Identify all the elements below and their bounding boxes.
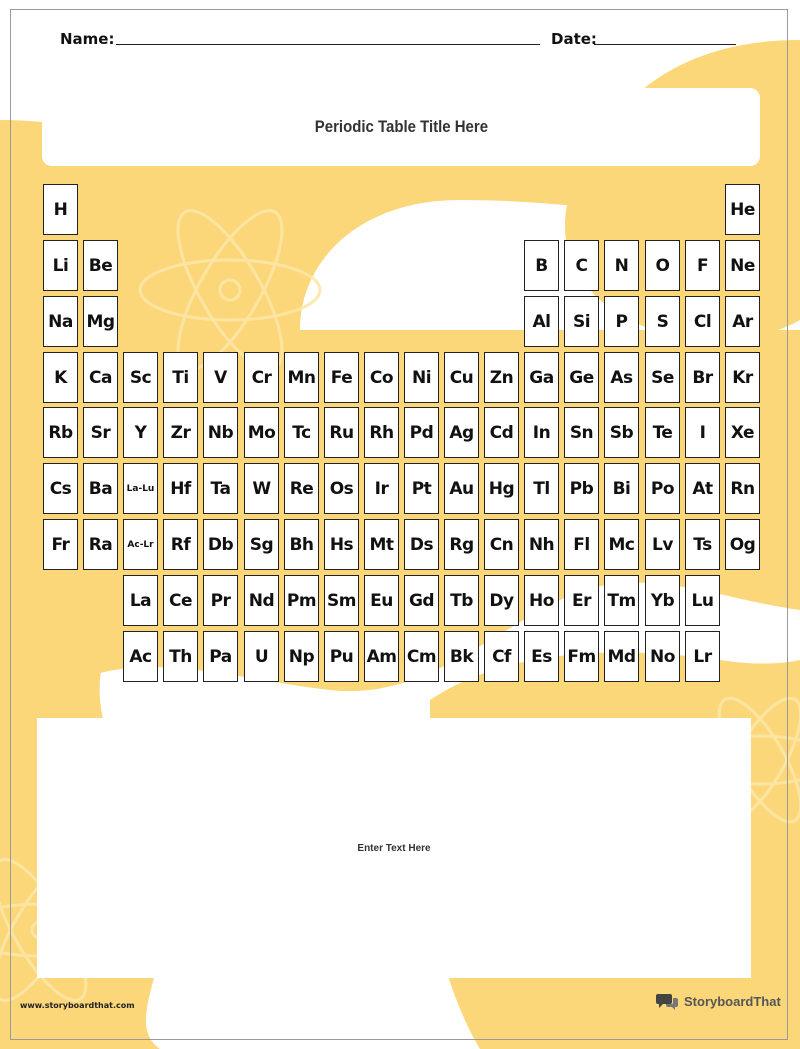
element-cell-mo[interactable]: Mo: [244, 407, 279, 458]
brand-logo: [656, 992, 781, 1010]
element-cell-ds[interactable]: Ds: [404, 519, 439, 570]
element-cell-bk[interactable]: Bk: [444, 631, 479, 682]
element-cell-og[interactable]: Og: [725, 519, 760, 570]
element-cell-kr[interactable]: Kr: [725, 352, 760, 403]
element-cell-at[interactable]: At: [685, 463, 720, 514]
element-cell-rn[interactable]: Rn: [725, 463, 760, 514]
element-cell-hf[interactable]: Hf: [163, 463, 198, 514]
element-cell-ar[interactable]: Ar: [725, 296, 760, 347]
element-cell-hs[interactable]: Hs: [324, 519, 359, 570]
element-cell-rh[interactable]: Rh: [364, 407, 399, 458]
element-cell-ge[interactable]: Ge: [564, 352, 599, 403]
element-cell-tl[interactable]: Tl: [524, 463, 559, 514]
element-cell-lv[interactable]: Lv: [645, 519, 680, 570]
element-cell-pd[interactable]: Pd: [404, 407, 439, 458]
element-cell-es[interactable]: Es: [524, 631, 559, 682]
element-cell-ho[interactable]: Ho: [524, 575, 559, 626]
element-cell-mn[interactable]: Mn: [284, 352, 319, 403]
element-cell-cf[interactable]: Cf: [484, 631, 519, 682]
element-cell-o[interactable]: O: [645, 240, 680, 291]
element-cell-ag[interactable]: Ag: [444, 407, 479, 458]
footer-url: www.storyboardthat.com: [20, 1001, 135, 1010]
element-cell-ni[interactable]: Ni: [404, 352, 439, 403]
element-cell-br[interactable]: Br: [685, 352, 720, 403]
element-cell-si[interactable]: Si: [564, 296, 599, 347]
element-cell-cr[interactable]: Cr: [244, 352, 279, 403]
element-cell-th[interactable]: Th: [163, 631, 198, 682]
element-cell-ba[interactable]: Ba: [83, 463, 118, 514]
element-cell-cn[interactable]: Cn: [484, 519, 519, 570]
brand-name: StoryboardThat: [684, 993, 781, 1009]
element-cell-sc[interactable]: Sc: [123, 352, 158, 403]
element-cell-sb[interactable]: Sb: [604, 407, 639, 458]
element-cell-re[interactable]: Re: [284, 463, 319, 514]
element-cell-mg[interactable]: Mg: [83, 296, 118, 347]
element-cell-al[interactable]: Al: [524, 296, 559, 347]
name-field[interactable]: [116, 44, 540, 45]
element-cell-he[interactable]: He: [725, 184, 760, 235]
element-cell-nb[interactable]: Nb: [203, 407, 238, 458]
element-cell-ir[interactable]: Ir: [364, 463, 399, 514]
element-cell-lu[interactable]: Lu: [685, 575, 720, 626]
element-cell-w[interactable]: W: [244, 463, 279, 514]
element-cell-te[interactable]: Te: [645, 407, 680, 458]
element-cell-dy[interactable]: Dy: [484, 575, 519, 626]
element-cell-rg[interactable]: Rg: [444, 519, 479, 570]
element-cell-au[interactable]: Au: [444, 463, 479, 514]
date-label: Date:: [551, 30, 597, 48]
element-cell-bh[interactable]: Bh: [284, 519, 319, 570]
element-cell-mc[interactable]: Mc: [604, 519, 639, 570]
element-cell-y[interactable]: Y: [123, 407, 158, 458]
element-cell-nh[interactable]: Nh: [524, 519, 559, 570]
element-cell-ce[interactable]: Ce: [163, 575, 198, 626]
element-cell-lr[interactable]: Lr: [685, 631, 720, 682]
element-cell-pb[interactable]: Pb: [564, 463, 599, 514]
element-cell-ru[interactable]: Ru: [324, 407, 359, 458]
element-cell-pu[interactable]: Pu: [324, 631, 359, 682]
date-field[interactable]: [594, 44, 736, 45]
element-cell-cu[interactable]: Cu: [444, 352, 479, 403]
element-cell-tm[interactable]: Tm: [604, 575, 639, 626]
element-cell-ga[interactable]: Ga: [524, 352, 559, 403]
element-cell-zn[interactable]: Zn: [484, 352, 519, 403]
element-cell-co[interactable]: Co: [364, 352, 399, 403]
element-cell-rb[interactable]: Rb: [43, 407, 78, 458]
text-box[interactable]: [37, 718, 751, 978]
element-cell-fr[interactable]: Fr: [43, 519, 78, 570]
speech-bubbles-icon: [656, 992, 680, 1010]
element-cell-tc[interactable]: Tc: [284, 407, 319, 458]
element-cell-s[interactable]: S: [645, 296, 680, 347]
element-cell-cm[interactable]: Cm: [404, 631, 439, 682]
element-cell-la[interactable]: La: [123, 575, 158, 626]
title-box[interactable]: [42, 88, 760, 166]
element-cell-md[interactable]: Md: [604, 631, 639, 682]
element-cell-rf[interactable]: Rf: [163, 519, 198, 570]
element-cell-sg[interactable]: Sg: [244, 519, 279, 570]
element-cell-in[interactable]: In: [524, 407, 559, 458]
element-cell-ts[interactable]: Ts: [685, 519, 720, 570]
element-cell-cs[interactable]: Cs: [43, 463, 78, 514]
element-cell-np[interactable]: Np: [284, 631, 319, 682]
element-cell-n[interactable]: N: [604, 240, 639, 291]
element-cell-gd[interactable]: Gd: [404, 575, 439, 626]
element-cell-la-lu[interactable]: La-Lu: [123, 463, 158, 514]
element-cell-ta[interactable]: Ta: [203, 463, 238, 514]
element-cell-b[interactable]: B: [524, 240, 559, 291]
element-cell-yb[interactable]: Yb: [645, 575, 680, 626]
element-cell-h[interactable]: H: [43, 184, 78, 235]
element-cell-os[interactable]: Os: [324, 463, 359, 514]
element-cell-bi[interactable]: Bi: [604, 463, 639, 514]
element-cell-u[interactable]: U: [244, 631, 279, 682]
element-cell-cl[interactable]: Cl: [685, 296, 720, 347]
element-cell-f[interactable]: F: [685, 240, 720, 291]
element-cell-i[interactable]: I: [685, 407, 720, 458]
element-cell-ac[interactable]: Ac: [123, 631, 158, 682]
element-cell-fe[interactable]: Fe: [324, 352, 359, 403]
element-cell-k[interactable]: K: [43, 352, 78, 403]
text-box-placeholder: Enter Text Here: [357, 842, 431, 854]
page-title: Periodic Table Title Here: [314, 117, 488, 136]
element-cell-sn[interactable]: Sn: [564, 407, 599, 458]
element-cell-fl[interactable]: Fl: [564, 519, 599, 570]
element-cell-se[interactable]: Se: [645, 352, 680, 403]
element-cell-tb[interactable]: Tb: [444, 575, 479, 626]
element-cell-am[interactable]: Am: [364, 631, 399, 682]
element-cell-fm[interactable]: Fm: [564, 631, 599, 682]
element-cell-pa[interactable]: Pa: [203, 631, 238, 682]
name-label: Name:: [60, 30, 115, 48]
element-cell-p[interactable]: P: [604, 296, 639, 347]
element-cell-cd[interactable]: Cd: [484, 407, 519, 458]
element-cell-ra[interactable]: Ra: [83, 519, 118, 570]
element-cell-pt[interactable]: Pt: [404, 463, 439, 514]
element-cell-nd[interactable]: Nd: [244, 575, 279, 626]
element-cell-pr[interactable]: Pr: [203, 575, 238, 626]
element-cell-ti[interactable]: Ti: [163, 352, 198, 403]
element-cell-sm[interactable]: Sm: [324, 575, 359, 626]
element-cell-no[interactable]: No: [645, 631, 680, 682]
element-cell-mt[interactable]: Mt: [364, 519, 399, 570]
element-cell-hg[interactable]: Hg: [484, 463, 519, 514]
element-cell-eu[interactable]: Eu: [364, 575, 399, 626]
element-cell-be[interactable]: Be: [83, 240, 118, 291]
element-cell-po[interactable]: Po: [645, 463, 680, 514]
element-cell-c[interactable]: C: [564, 240, 599, 291]
element-cell-sr[interactable]: Sr: [83, 407, 118, 458]
element-cell-zr[interactable]: Zr: [163, 407, 198, 458]
element-cell-xe[interactable]: Xe: [725, 407, 760, 458]
element-cell-ac-lr[interactable]: Ac-Lr: [123, 519, 158, 570]
element-cell-li[interactable]: Li: [43, 240, 78, 291]
element-cell-na[interactable]: Na: [43, 296, 78, 347]
element-cell-as[interactable]: As: [604, 352, 639, 403]
element-cell-ca[interactable]: Ca: [83, 352, 118, 403]
element-cell-db[interactable]: Db: [203, 519, 238, 570]
element-cell-er[interactable]: Er: [564, 575, 599, 626]
element-cell-v[interactable]: V: [203, 352, 238, 403]
element-cell-ne[interactable]: Ne: [725, 240, 760, 291]
element-cell-pm[interactable]: Pm: [284, 575, 319, 626]
